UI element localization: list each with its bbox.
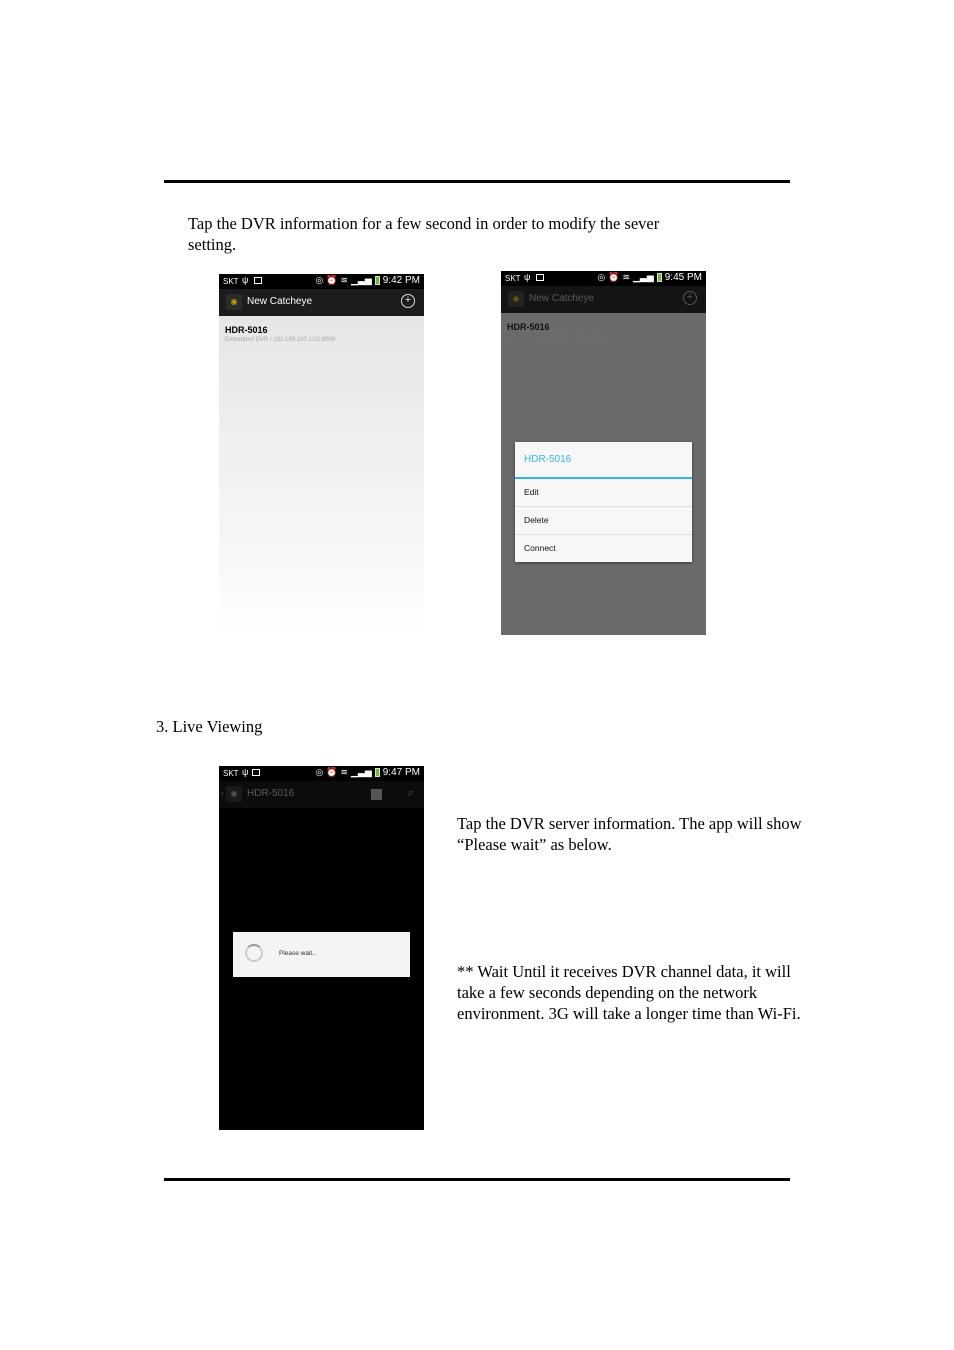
usb-icon: ψ	[242, 275, 249, 285]
app-bar	[219, 289, 424, 316]
server-name: HDR-5016	[507, 322, 550, 332]
alarm-icon: ⏰	[608, 272, 620, 282]
server-address: Embedded DVR / 192.168.100.1:02:8000	[225, 337, 336, 343]
app-title: HDR-5016	[247, 788, 295, 799]
carrier-label: SKT	[505, 274, 521, 283]
section-heading: 3. Live Viewing	[156, 717, 263, 736]
phone-screenshot-please-wait	[219, 766, 424, 1130]
eye-icon: ◎	[315, 275, 324, 285]
status-bar	[219, 274, 424, 289]
wifi-icon: ≋	[340, 767, 348, 777]
alarm-icon: ⏰	[326, 767, 338, 777]
progress-dialog	[233, 932, 410, 977]
app-logo-icon: ◉	[508, 291, 524, 307]
bottom-rule	[164, 1178, 790, 1181]
search-icon: ⌕	[407, 787, 414, 799]
server-list-dimmed	[501, 313, 706, 635]
app-bar	[501, 286, 706, 313]
battery-icon	[375, 768, 380, 777]
add-circle-icon: +	[683, 291, 697, 305]
signal-icon: ▁▃▅	[632, 272, 654, 282]
grid-icon	[371, 789, 382, 800]
usb-icon: ψ	[242, 767, 249, 777]
menu-item-connect[interactable]: Connect	[524, 543, 556, 553]
top-rule	[164, 180, 790, 183]
wifi-icon: ≋	[340, 275, 348, 285]
progress-text: Please wait..	[279, 950, 316, 957]
clock: 9:45 PM	[664, 272, 702, 283]
phone-screenshot-server-list	[219, 274, 424, 634]
dialog-title: HDR-5016	[515, 442, 692, 479]
alarm-icon: ⏰	[326, 275, 338, 285]
app-logo-icon: ◉	[226, 786, 242, 802]
back-icon: ‹	[221, 788, 224, 798]
wifi-icon: ≋	[622, 272, 630, 282]
server-name: HDR-5016	[225, 325, 268, 335]
image-icon	[252, 769, 260, 776]
eye-icon: ◎	[597, 272, 606, 282]
side-text-please-wait: Tap the DVR server information. The app will show “Please wait” as below.	[457, 814, 802, 854]
server-list	[219, 316, 424, 634]
status-bar	[501, 271, 706, 286]
add-circle-icon[interactable]: +	[401, 294, 415, 308]
battery-icon	[657, 273, 662, 282]
side-text-wait-note: ** Wait Until it receives DVR channel data, it will take a few seconds depending on the network environment. 3G will take a longer time than Wi-Fi.	[457, 962, 801, 1023]
menu-item-edit[interactable]: Edit	[515, 479, 692, 507]
intro-text: Tap the DVR information for a few second in order to modify the sever setting.	[188, 214, 660, 254]
menu-item-delete[interactable]: Delete	[515, 507, 692, 535]
carrier-label: SKT	[223, 769, 239, 778]
clock: 9:47 PM	[382, 767, 420, 778]
eye-icon: ◎	[315, 767, 324, 777]
usb-icon: ψ	[524, 272, 531, 282]
phone-screenshot-context-menu	[501, 271, 706, 635]
clock: 9:42 PM	[382, 275, 420, 286]
signal-icon: ▁▃▅	[350, 767, 372, 777]
signal-icon: ▁▃▅	[350, 275, 372, 285]
context-menu-dialog	[515, 442, 692, 562]
carrier-label: SKT	[223, 277, 239, 286]
status-bar	[219, 766, 424, 781]
app-title: New Catcheye	[529, 293, 595, 304]
spinner-icon	[245, 944, 263, 962]
app-bar	[219, 781, 424, 808]
image-icon	[254, 277, 262, 284]
battery-icon	[375, 276, 380, 285]
server-address: Embedded DVR / 192.168.100.1:02:8000	[507, 334, 618, 340]
app-title: New Catcheye	[247, 296, 313, 307]
image-icon	[536, 274, 544, 281]
app-logo-icon: ◉	[226, 294, 242, 310]
